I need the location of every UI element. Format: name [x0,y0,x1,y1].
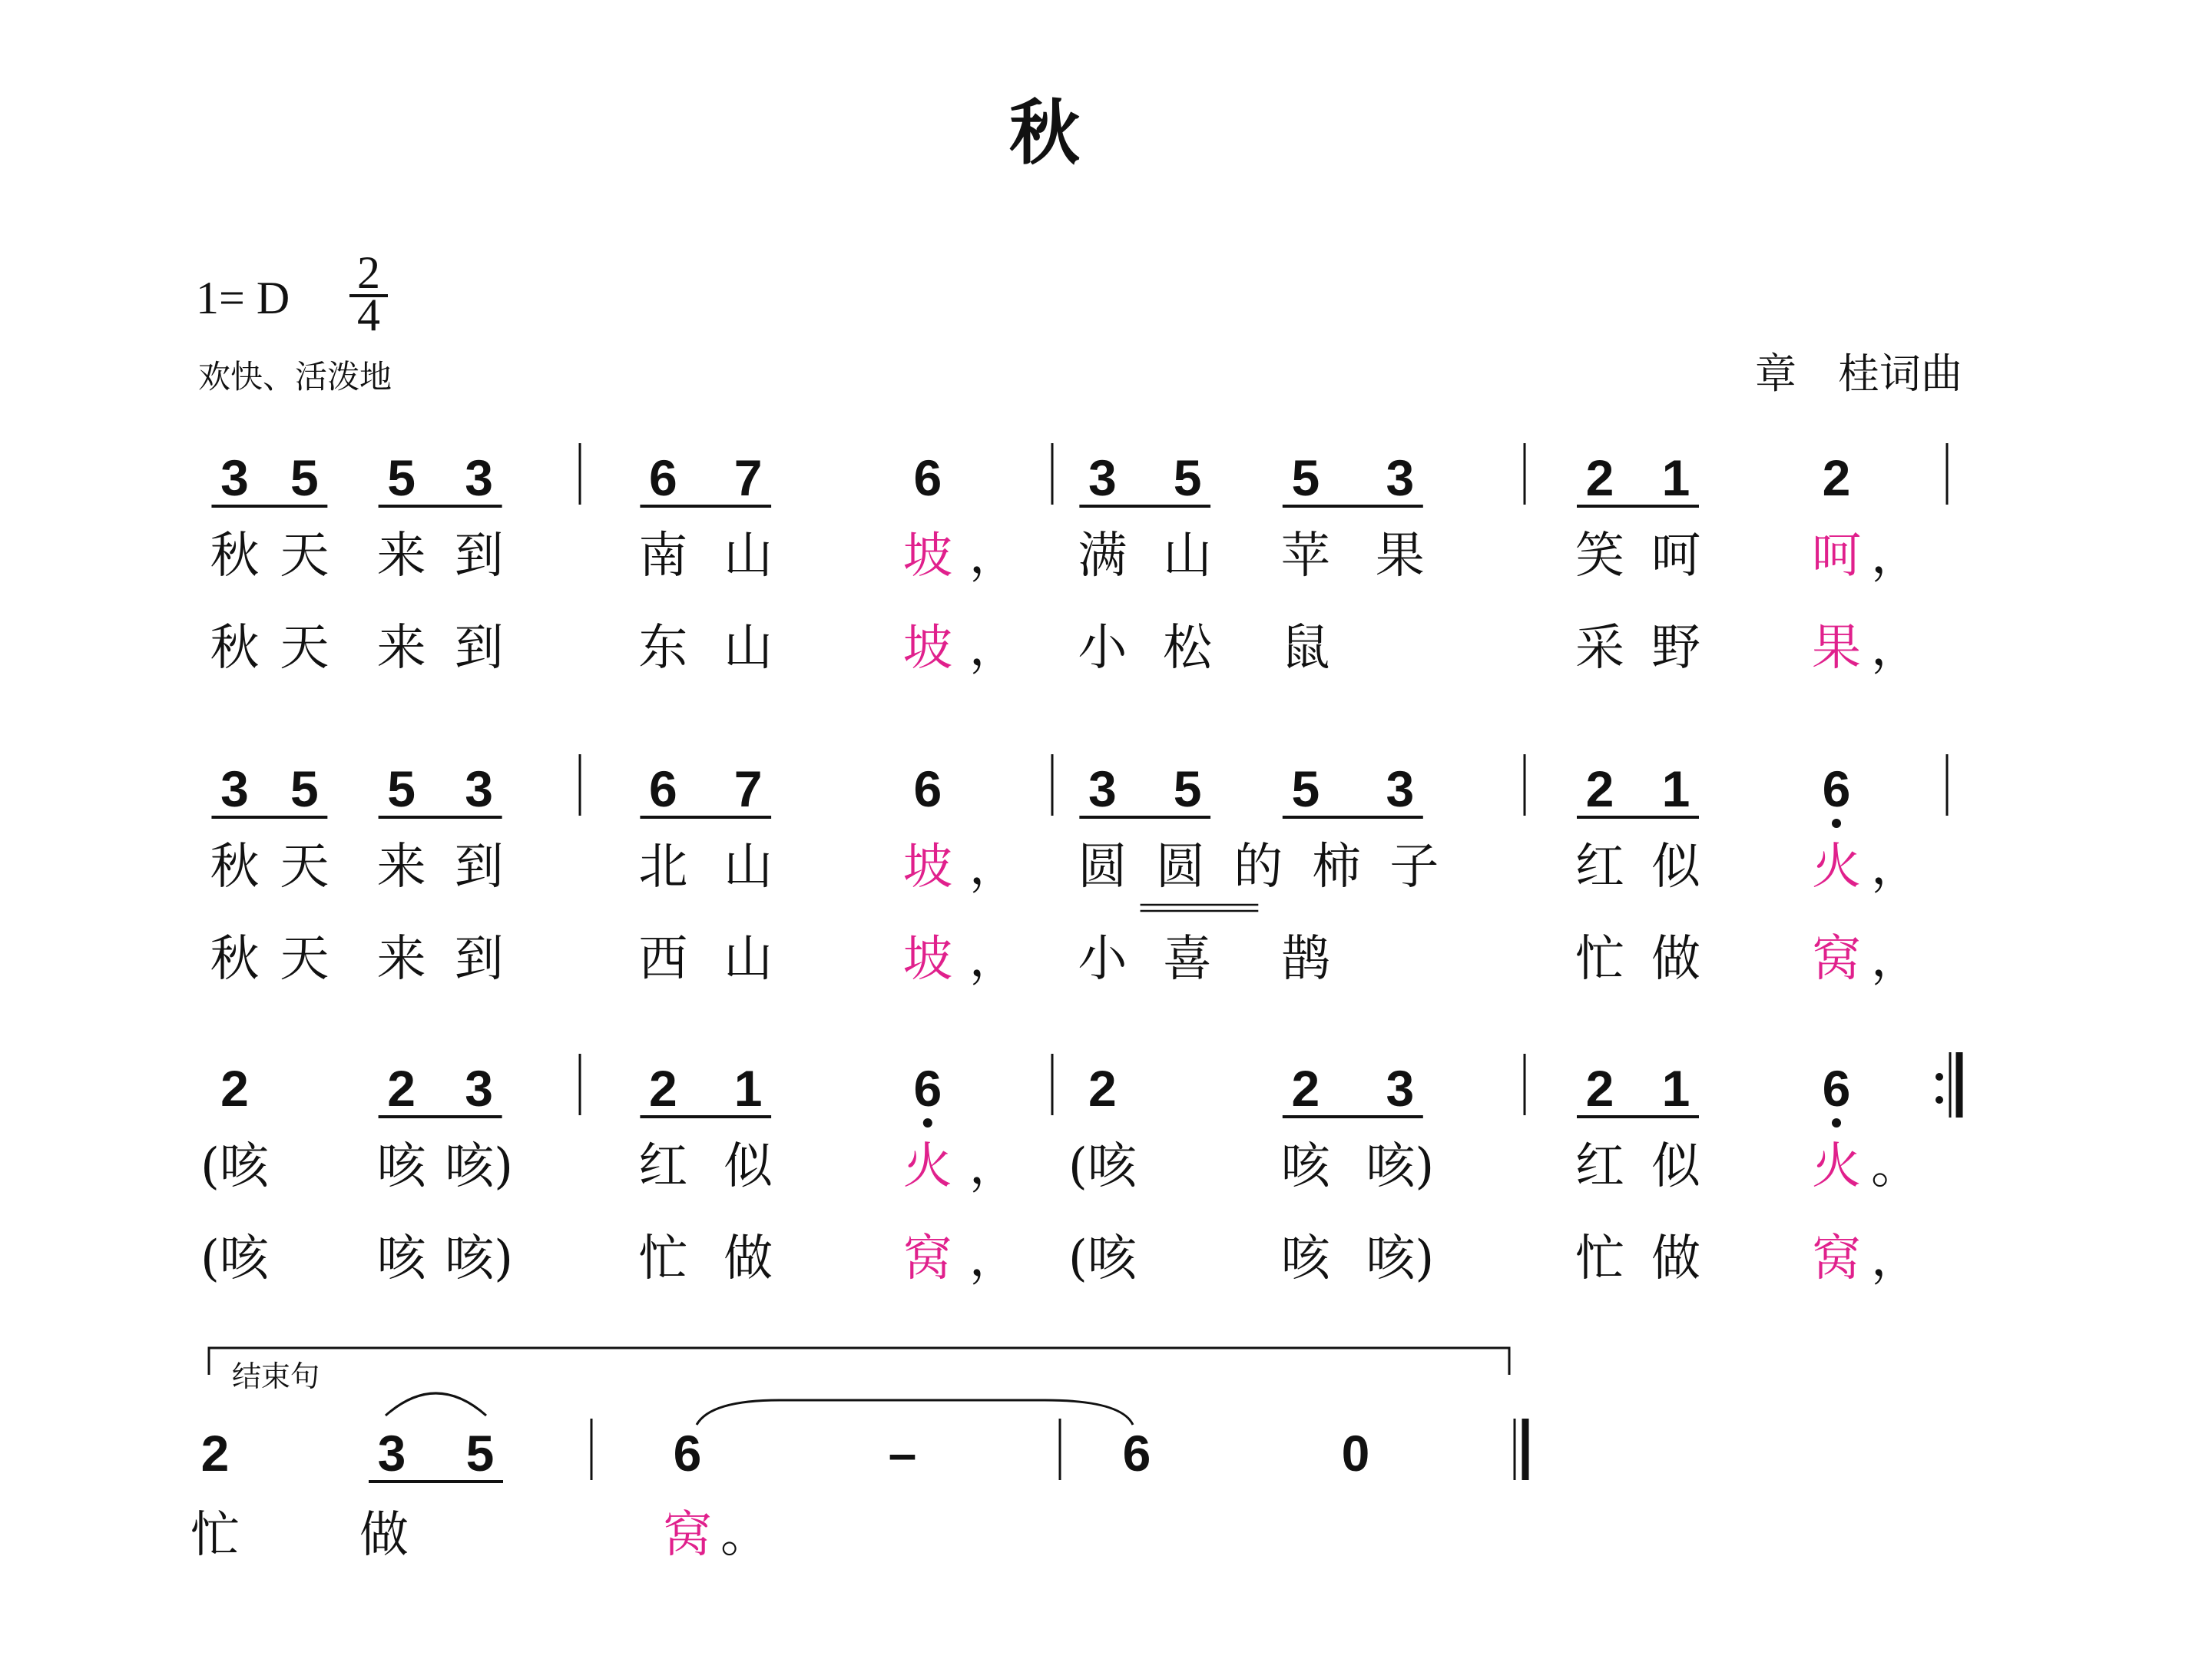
score-row [200,1052,1959,1287]
lyric-char: 到 [454,620,504,677]
lyric-char: 子 [1389,839,1439,896]
lyric-char: 果 [1812,620,1861,677]
lyric-char: 小 [1078,620,1128,677]
note-digit: 3 [1386,449,1415,506]
lyric-char: 天 [280,839,329,896]
note-digit: 3 [465,449,493,506]
lyric-char: 忙 [1575,1230,1624,1287]
note-digit: 5 [387,449,416,506]
lyric-char: 咳) [1366,1138,1435,1195]
lyric-char: 满 [1078,528,1128,584]
lyric-char: 来 [376,528,426,584]
note-digit: 2 [1088,1060,1117,1117]
key-signature: 1= D [196,273,290,323]
note-digit: 5 [1173,449,1202,506]
note-digit: 2 [200,1425,230,1482]
lyric-char: 呵 [1812,528,1861,584]
repeat-dot [1936,1073,1943,1081]
lyric-char: ， [969,1138,1018,1195]
lyric-char: 来 [376,931,426,988]
note-digit: 5 [290,449,319,506]
lyric-char: 咳) [1366,1230,1435,1287]
lyric-char: 火 [902,1138,952,1195]
note-digit: 6 [649,760,677,817]
lyric-char: ， [1871,528,1920,584]
note-digit: 1 [733,1060,763,1117]
note-digit: 2 [1822,449,1851,506]
note-digit: 3 [1386,1060,1415,1117]
lyric-char: 山 [724,931,773,988]
lyric-char: 火 [1812,839,1861,896]
lyric-char: 坡 [902,620,952,677]
note-digit: 2 [649,1060,677,1117]
lyric-char: 窝 [902,1230,952,1287]
note-digit: 3 [1386,760,1415,817]
time-signature-denominator: 4 [357,290,380,340]
lyric-char: 咳 [376,1230,426,1287]
note-digit: 1 [1661,1060,1690,1117]
lyric-char: ， [1871,839,1920,896]
ending-bracket [209,1348,1509,1375]
lyric-char: 采 [1575,620,1624,677]
lyric-char: 秋 [210,620,260,677]
lyric-char: 秋 [210,839,260,896]
lyric-char: 忙 [638,1230,688,1287]
ending-label: 结束句 [232,1359,320,1393]
lyric-char: 喜 [1163,931,1213,988]
lyric-char: 天 [280,528,329,584]
note-digit: 6 [673,1425,702,1482]
lyric-char: 红 [1575,839,1624,896]
note-digit: 2 [387,1060,416,1117]
lyric-char: 咳 [376,1138,426,1195]
lyric-char: 鼠 [1280,620,1330,677]
lyric-char: 天 [280,931,329,988]
note-digit: 7 [733,760,763,817]
lyric-char: 到 [454,931,504,988]
lyric-char: 火 [1812,1138,1861,1195]
note-digit: 5 [290,760,319,817]
lyric-char: 秋 [210,528,260,584]
lyric-char: 圆 [1078,839,1128,896]
note-digit: 5 [387,760,416,817]
lyric-char: 天 [280,620,329,677]
low-octave-dot [1832,1118,1841,1128]
lyric-char: ， [1871,931,1920,988]
lyric-char: 窝 [1812,931,1861,988]
note-digit: 1 [1661,449,1690,506]
lyric-char: 山 [1163,528,1213,584]
lyric-char: 做 [359,1507,409,1564]
lyric-char: 东 [638,620,688,677]
lyric-char: 西 [638,931,688,988]
note-digit: 5 [465,1425,495,1482]
lyric-char: 忙 [190,1507,240,1564]
note-digit: 0 [1341,1425,1370,1482]
note-digit: 2 [1585,449,1614,506]
note-digit: 3 [220,760,249,817]
ending-phrase [190,1348,1525,1564]
lyric-char: 呵 [1651,528,1700,584]
note-digit: 6 [913,1060,942,1117]
lyric-char: ， [969,620,1018,677]
lyric-char: 南 [638,528,688,584]
time-signature-numerator: 2 [357,247,380,298]
note-digit: 3 [465,760,493,817]
slur [386,1393,486,1416]
note-digit: 7 [733,449,763,506]
lyric-char: 咳) [445,1230,514,1287]
lyric-char: 山 [724,528,773,584]
lyric-char: 坡 [902,931,952,988]
lyric-char: 似 [724,1138,773,1195]
note-digit: 3 [220,449,249,506]
note-digit: 6 [1822,1060,1851,1117]
composer-credit: 章 桂词曲 [1755,349,1962,398]
lyric-char: 忙 [1575,931,1624,988]
lyric-char: 到 [454,839,504,896]
lyric-char: 咳 [1280,1138,1330,1195]
note-digit: 6 [913,760,942,817]
lyric-char: 北 [638,839,688,896]
lyric-char: 。 [720,1507,770,1564]
lyric-char: 做 [1651,1230,1700,1287]
song-title: 秋 [1008,92,1081,174]
lyric-char: 红 [638,1138,688,1195]
lyric-char: 窝 [663,1507,712,1564]
lyric-char: ， [969,528,1018,584]
lyric-char: ， [969,839,1018,896]
lyric-char: 来 [376,839,426,896]
lyric-char: ， [969,1230,1018,1287]
lyric-char: (咳 [1068,1230,1137,1287]
lyric-char: 似 [1651,839,1700,896]
note-digit: 5 [1173,760,1202,817]
lyric-char: ， [1871,1230,1920,1287]
lyric-char: 。 [1871,1138,1920,1195]
lyric-char: 山 [724,839,773,896]
lyric-char: 秋 [210,931,260,988]
lyric-char: 柿 [1311,839,1361,896]
lyric-char: 圆 [1155,839,1205,896]
note-digit: 2 [220,1060,249,1117]
note-digit: 5 [1291,760,1320,817]
lyric-char: (咳 [200,1138,269,1195]
lyric-char: 笑 [1575,528,1624,584]
note-digit: 3 [1088,449,1117,506]
lyric-char: 小 [1078,931,1128,988]
lyric-char: 咳 [1280,1230,1330,1287]
note-digit: 3 [1088,760,1117,817]
tempo-marking: 欢快、活泼地 [198,358,392,396]
note-digit: 6 [1822,760,1851,817]
lyric-char: 红 [1575,1138,1624,1195]
lyric-char: 鹊 [1280,931,1330,988]
score-row [210,754,1947,988]
lyric-char: 坡 [902,839,952,896]
lyric-char: 松 [1163,620,1213,677]
lyric-char: 似 [1651,1138,1700,1195]
score-row [210,443,1947,677]
lyric-char: 的 [1233,839,1283,896]
note-digit: 6 [1122,1425,1151,1482]
lyric-char: (咳 [1068,1138,1137,1195]
note-digit: 2 [1585,1060,1614,1117]
lyric-char: 咳) [445,1138,514,1195]
note-digit: – [888,1425,917,1482]
score-rows [200,443,1959,1287]
note-digit: 6 [913,449,942,506]
note-digit: 3 [377,1425,406,1482]
lyric-char: 坡 [902,528,952,584]
lyric-char: 到 [454,528,504,584]
lyric-char: 野 [1651,620,1700,677]
lyric-char: 山 [724,620,773,677]
note-digit: 2 [1291,1060,1320,1117]
lyric-char: 做 [1651,931,1700,988]
tie [697,1400,1133,1425]
low-octave-dot [923,1118,932,1128]
lyric-char: 窝 [1812,1230,1861,1287]
repeat-dot [1936,1096,1943,1104]
note-digit: 2 [1585,760,1614,817]
low-octave-dot [1832,819,1841,828]
lyric-char: ， [1871,620,1920,677]
lyric-char: ， [969,931,1018,988]
lyric-char: (咳 [200,1230,269,1287]
lyric-char: 苹 [1280,528,1330,584]
note-digit: 6 [649,449,677,506]
note-digit: 1 [1661,760,1690,817]
note-digit: 3 [465,1060,493,1117]
note-digit: 5 [1291,449,1320,506]
lyric-char: 来 [376,620,426,677]
lyric-char: 果 [1375,528,1425,584]
lyric-char: 做 [724,1230,773,1287]
